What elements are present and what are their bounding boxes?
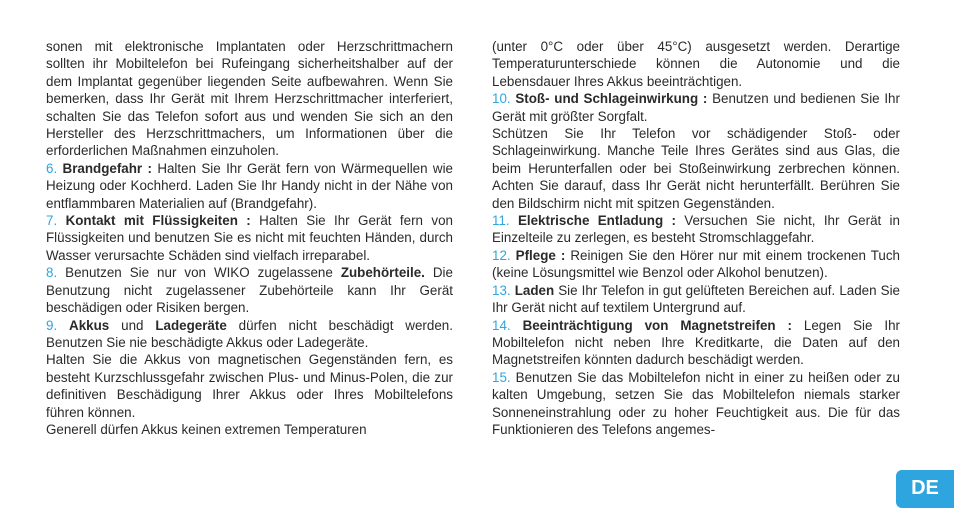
- item-text: Benutzen und bedienen Sie Ihr Gerät mit größter Sorgfalt.: [492, 91, 900, 124]
- item-number: 12.: [492, 247, 511, 263]
- item-number: 8.: [46, 265, 58, 281]
- item-connector: und: [121, 317, 144, 333]
- item-number: 7.: [46, 213, 58, 229]
- item-number: 13.: [492, 282, 511, 298]
- item-8: [46, 264, 453, 316]
- paragraph-continued: (unter 0°C oder über 45°C) ausgesetzt werden. Derartige Temperaturunterschiede können die Autonomie und die Lebensdauer Ihres Akkus beeinträchtigen.: [492, 39, 900, 89]
- item-term-secondary: Ladegeräte: [155, 317, 227, 333]
- item-term: Pflege :: [515, 247, 566, 263]
- paragraph-intro: sonen mit elektronische Implantaten oder Herzschrittmachern sollten ihr Mobiltelefon bei Rufeingang sicherheitshalber auf der dem Implantat gegenüber liegenden Seite aufbewahren. Wenn Sie bemerken, dass Ihr Gerät mit Ihrem Herzschrittmacher interferiert, schalten Sie das Telefon sofort aus und wenden Sie sich an den Hersteller des Herzschrittmachers, um Informationen über die erforderlichen Maßnahmen einzuholen.: [46, 39, 453, 159]
- item-term: Brandgefahr :: [62, 160, 152, 176]
- item-term: Elektrische Entladung :: [517, 213, 676, 229]
- paragraph: Generell dürfen Akkus keinen extremen Temperaturen: [46, 421, 367, 437]
- item-text: Halten Sie Ihr Gerät fern von Flüssigkeiten und benutzen Sie es nicht mit feuchten Händen, durch Wasser verursachte Schäden sind vielfach irreparabel.: [46, 213, 453, 263]
- item-12: [492, 247, 900, 282]
- item-text: Benutzen Sie nur von WIKO zugelassene: [65, 265, 333, 281]
- item-term: Stoß- und Schlageinwirkung :: [515, 91, 708, 107]
- item-term: Akkus: [69, 317, 110, 333]
- item-term: Zubehörteile.: [340, 265, 425, 281]
- paragraph: Halten Sie die Akkus von magnetischen Gegenständen fern, es besteht Kurzschlussgefahr zwischen Plus- und Minus-Polen, die zur definitiven Beschädigung Ihrer Akkus oder Ihres Mobiltelefons führen können.: [46, 352, 453, 420]
- item-6: [46, 160, 453, 212]
- item-number: 9.: [46, 317, 58, 333]
- item-number: 14.: [492, 317, 511, 333]
- item-11: [492, 212, 900, 247]
- item-number: 15.: [492, 369, 511, 385]
- left-column: [46, 38, 453, 438]
- paragraph: Schützen Sie Ihr Telefon vor schädigender Stoß- oder Schlageinwirkung. Manche Teile Ihres Gerätes sind aus Glas, die beim Herunterfallen oder bei Stoßeinwirkung zerbrechen können. Achten Sie darauf, dass Ihr Gerät nicht herunterfällt. Berühren Sie den Bildschirm nicht mit spitzen Gegenständen.: [492, 126, 900, 211]
- item-text-continued: Die Benutzung nicht zugelassener Zubehörteile kann Ihr Gerät beschädigen oder Risiken bergen.: [46, 265, 453, 316]
- right-column: [492, 38, 900, 438]
- item-term: Kontakt mit Flüssigkeiten :: [65, 213, 251, 229]
- item-number: 6.: [46, 160, 58, 176]
- item-number: 10.: [492, 91, 511, 107]
- item-10: [492, 90, 900, 125]
- item-14: [492, 317, 900, 369]
- item-term: Beeinträchtigung von Magnetstreifen :: [522, 317, 792, 333]
- item-text: Versuchen Sie nicht, Ihr Gerät in Einzelteile zu zerlegen, es besteht Stromschlaggefahr.: [492, 213, 900, 246]
- item-text: Reinigen Sie den Hörer nur mit einem trockenen Tuch (keine Lösungsmittel wie Benzol oder Alkohol benutzen).: [492, 247, 900, 281]
- item-term: Laden: [514, 282, 555, 298]
- item-13: [492, 282, 900, 317]
- item-text: dürfen nicht beschädigt werden. Benutzen Sie nie beschädigte Akkus oder Ladegeräte.: [46, 317, 453, 350]
- item-9: [46, 317, 453, 352]
- item-7: [46, 212, 453, 264]
- item-text: Sie Ihr Telefon in gut gelüfteten Bereichen auf. Laden Sie Ihr Gerät nicht auf textilem Untergrund auf.: [492, 282, 900, 316]
- item-text: Halten Sie Ihr Gerät fern von Wärmequellen wie Heizung oder Kochherd. Laden Sie Ihr Handy nicht in der Nähe von entflammbaren Materialien auf (Brandgefahr).: [46, 160, 453, 211]
- item-number: 11.: [492, 213, 510, 229]
- item-text: Benutzen Sie das Mobiltelefon nicht in einer zu heißen oder zu kalten Umgebung, setzen Sie das Mobiltelefon niemals starker Sonneneinstrahlung oder zu hoher Feuchtigkeit aus. Die für das Funktionieren des Telefons angemes-: [492, 369, 900, 437]
- language-badge: DE: [896, 470, 954, 508]
- item-15: [492, 369, 900, 439]
- item-text: Legen Sie Ihr Mobiltelefon nicht neben Ihre Kreditkarte, die Daten auf den Magnetstreifen könnten dadurch beschädigt werden.: [492, 317, 900, 368]
